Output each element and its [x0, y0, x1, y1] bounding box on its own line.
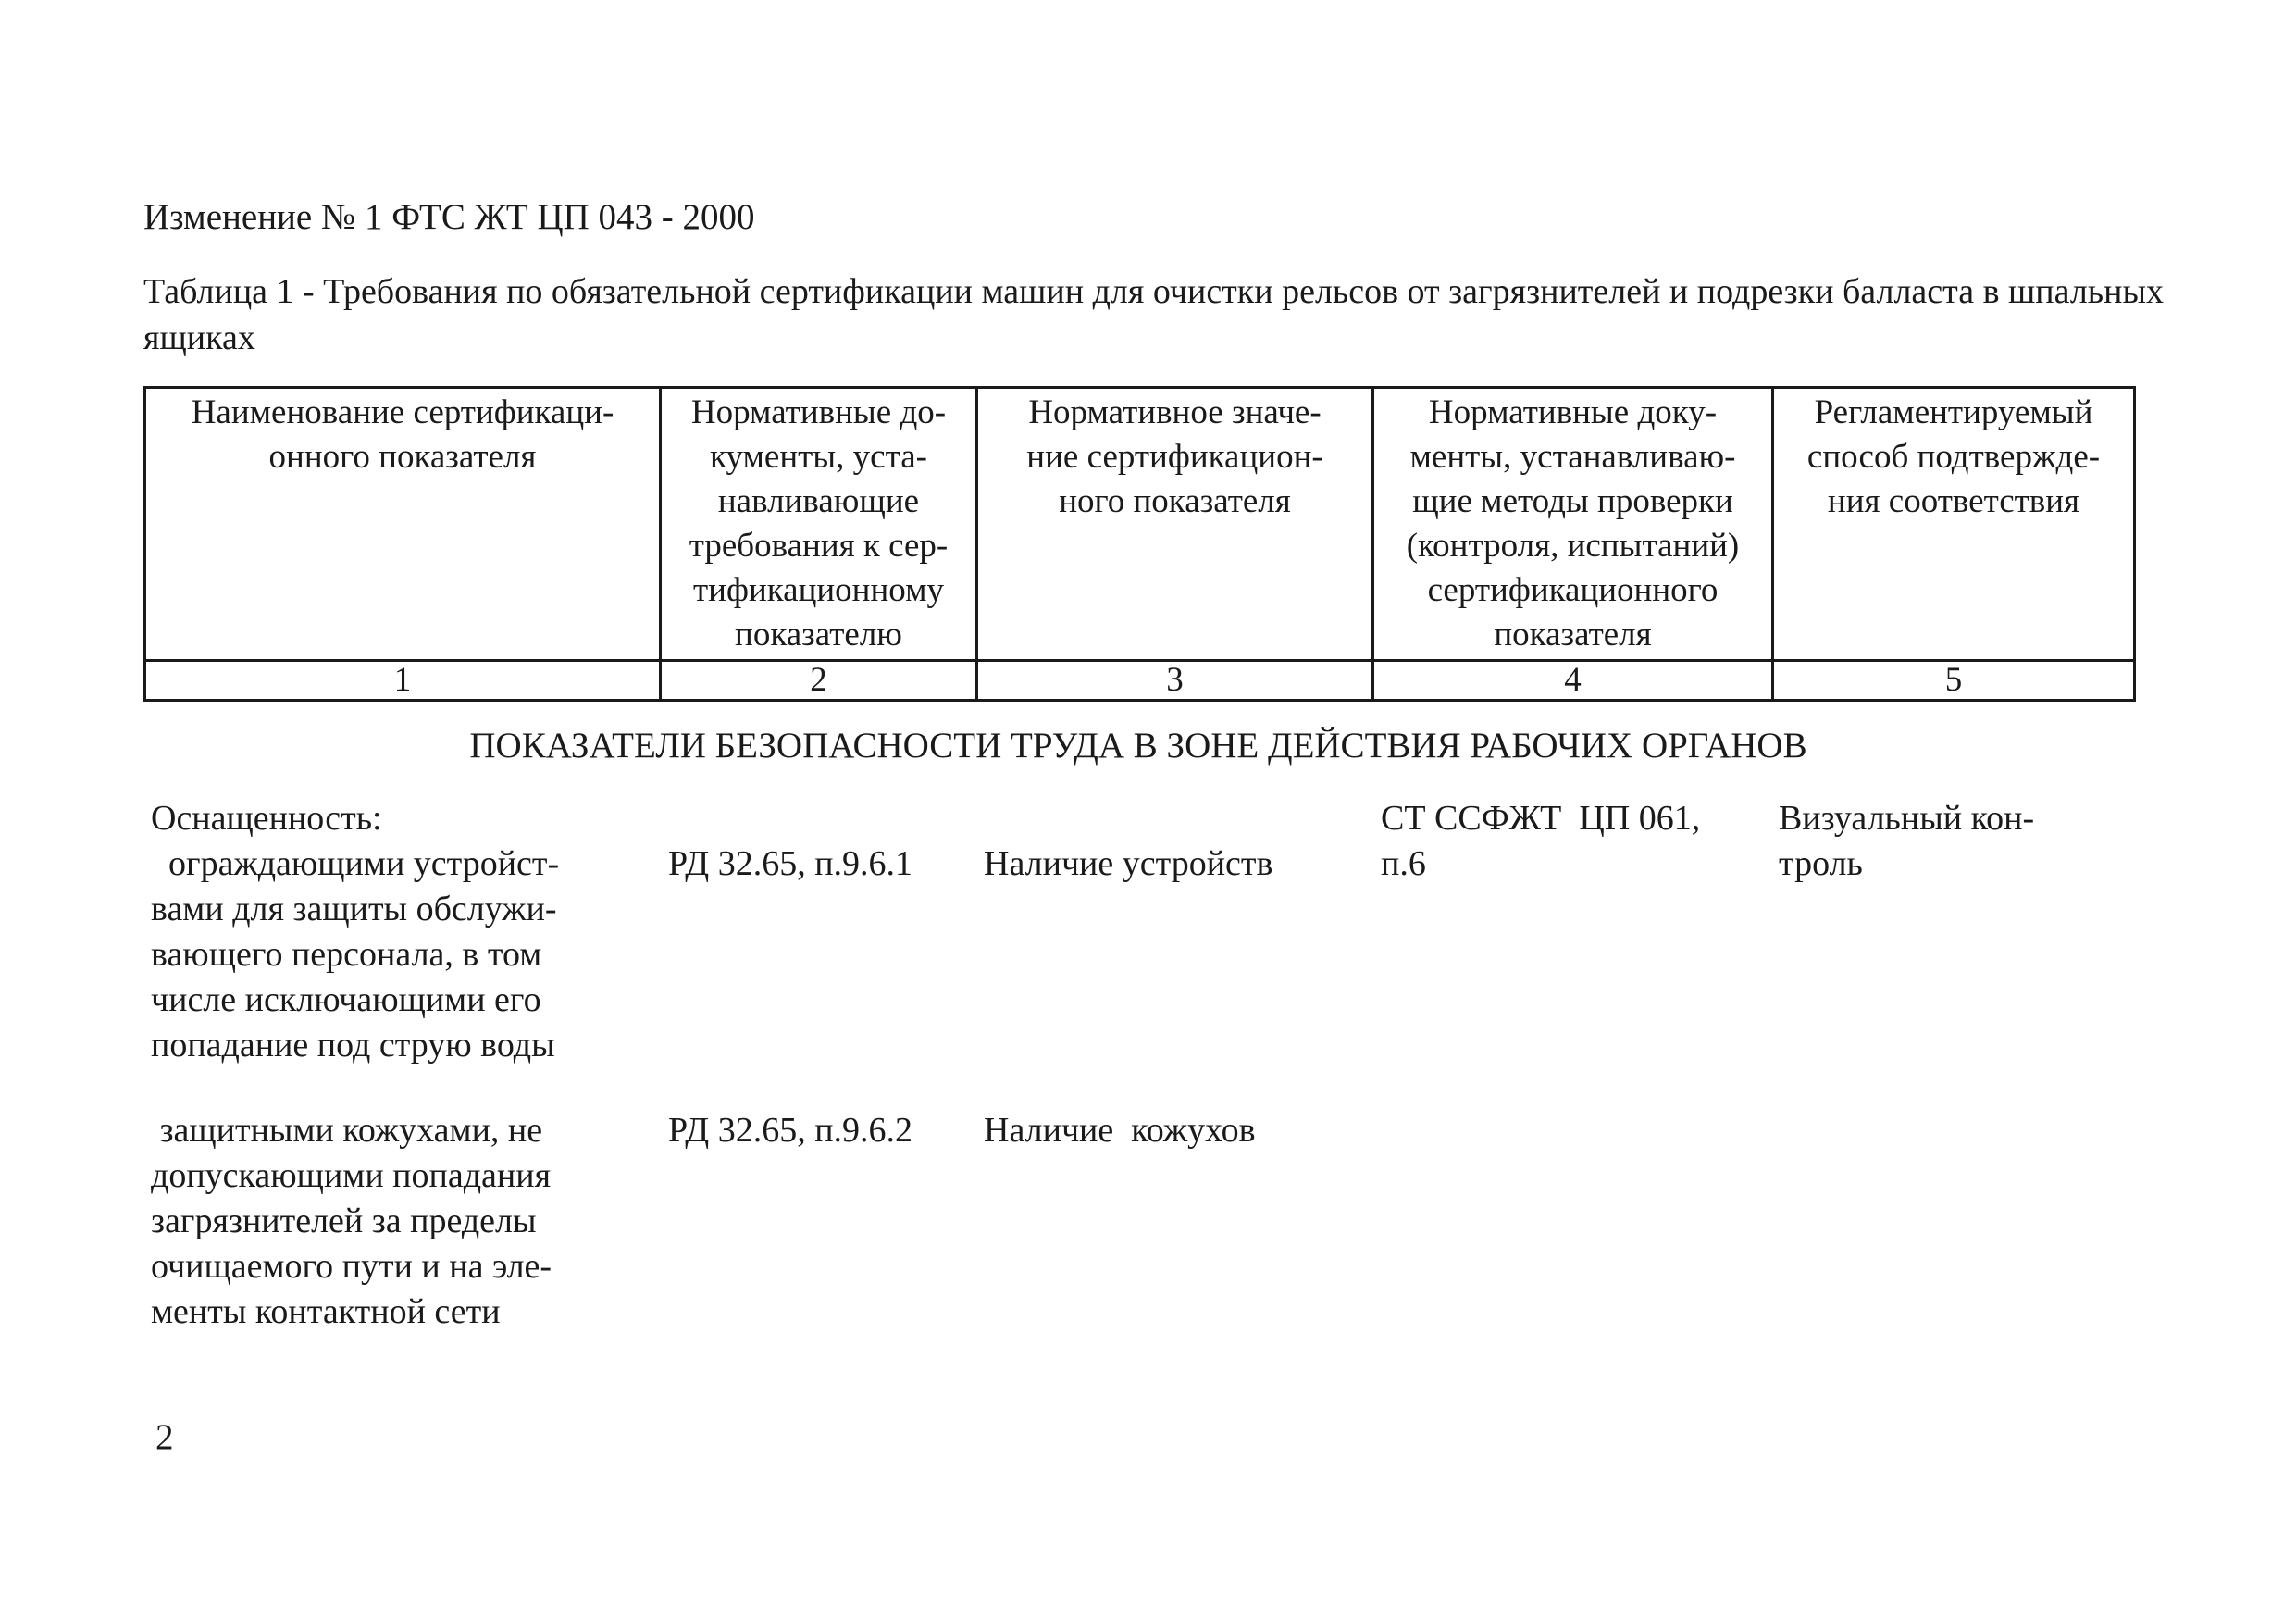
column-header-5: Регламентируемый способ подтвержде- ния соответствия: [1773, 388, 2135, 661]
document-header: Изменение № 1 ФТС ЖТ ЦП 043 - 2000: [143, 197, 755, 237]
table-caption: Таблица 1 - Требования по обязательной сертификации машин для очистки рельсов от загрязнителей и подрезки балласта в шпальных ящиках: [143, 272, 2164, 357]
column-number-3: 3: [977, 661, 1373, 701]
requirements-table-header: [143, 386, 2136, 702]
column-number-4: 4: [1373, 661, 1773, 701]
row-1-test-methods: СТ ССФЖТ ЦП 061, п.6: [1381, 799, 1701, 883]
column-number-1: 1: [145, 661, 661, 701]
row-1-normative-docs: РД 32.65, п.9.6.1: [668, 844, 913, 883]
row-2-indicator-name: защитными кожухами, не допускающими попадания загрязнителей за пределы очищаемого пути и на эле- менты контактной сети: [151, 1111, 552, 1331]
row-1-confirmation-method: Визуальный кон- троль: [1779, 799, 2035, 883]
page-number: 2: [155, 1417, 174, 1457]
column-header-2: Нормативные до- кументы, уста- навливающие требования к сер- тификационному показателю: [661, 388, 977, 661]
row-2-normative-docs: РД 32.65, п.9.6.2: [668, 1111, 913, 1150]
header-row: [145, 388, 2135, 661]
column-number-row: [145, 661, 2135, 701]
column-number-5: 5: [1773, 661, 2135, 701]
column-header-4: Нормативные доку- менты, устанавливаю- щие методы проверки (контроля, испытаний) сертификационного показателя: [1373, 388, 1773, 661]
section-title: ПОКАЗАТЕЛИ БЕЗОПАСНОСТИ ТРУДА В ЗОНЕ ДЕЙСТВИЯ РАБОЧИХ ОРГАНОВ: [469, 726, 1807, 766]
column-number-2: 2: [661, 661, 977, 701]
row-1-normative-value: Наличие устройств: [984, 844, 1273, 883]
row-1-indicator-name: Оснащенность: ограждающими устройст- вами для защиты обслужи- вающего персонала, в том числе исключающими его попадание под струю воды: [151, 799, 560, 1065]
row-2-normative-value: Наличие кожухов: [984, 1111, 1256, 1150]
column-header-3: Нормативное значе- ние сертификацион- ного показателя: [977, 388, 1373, 661]
column-header-1: Наименование сертификаци- онного показателя: [145, 388, 661, 661]
